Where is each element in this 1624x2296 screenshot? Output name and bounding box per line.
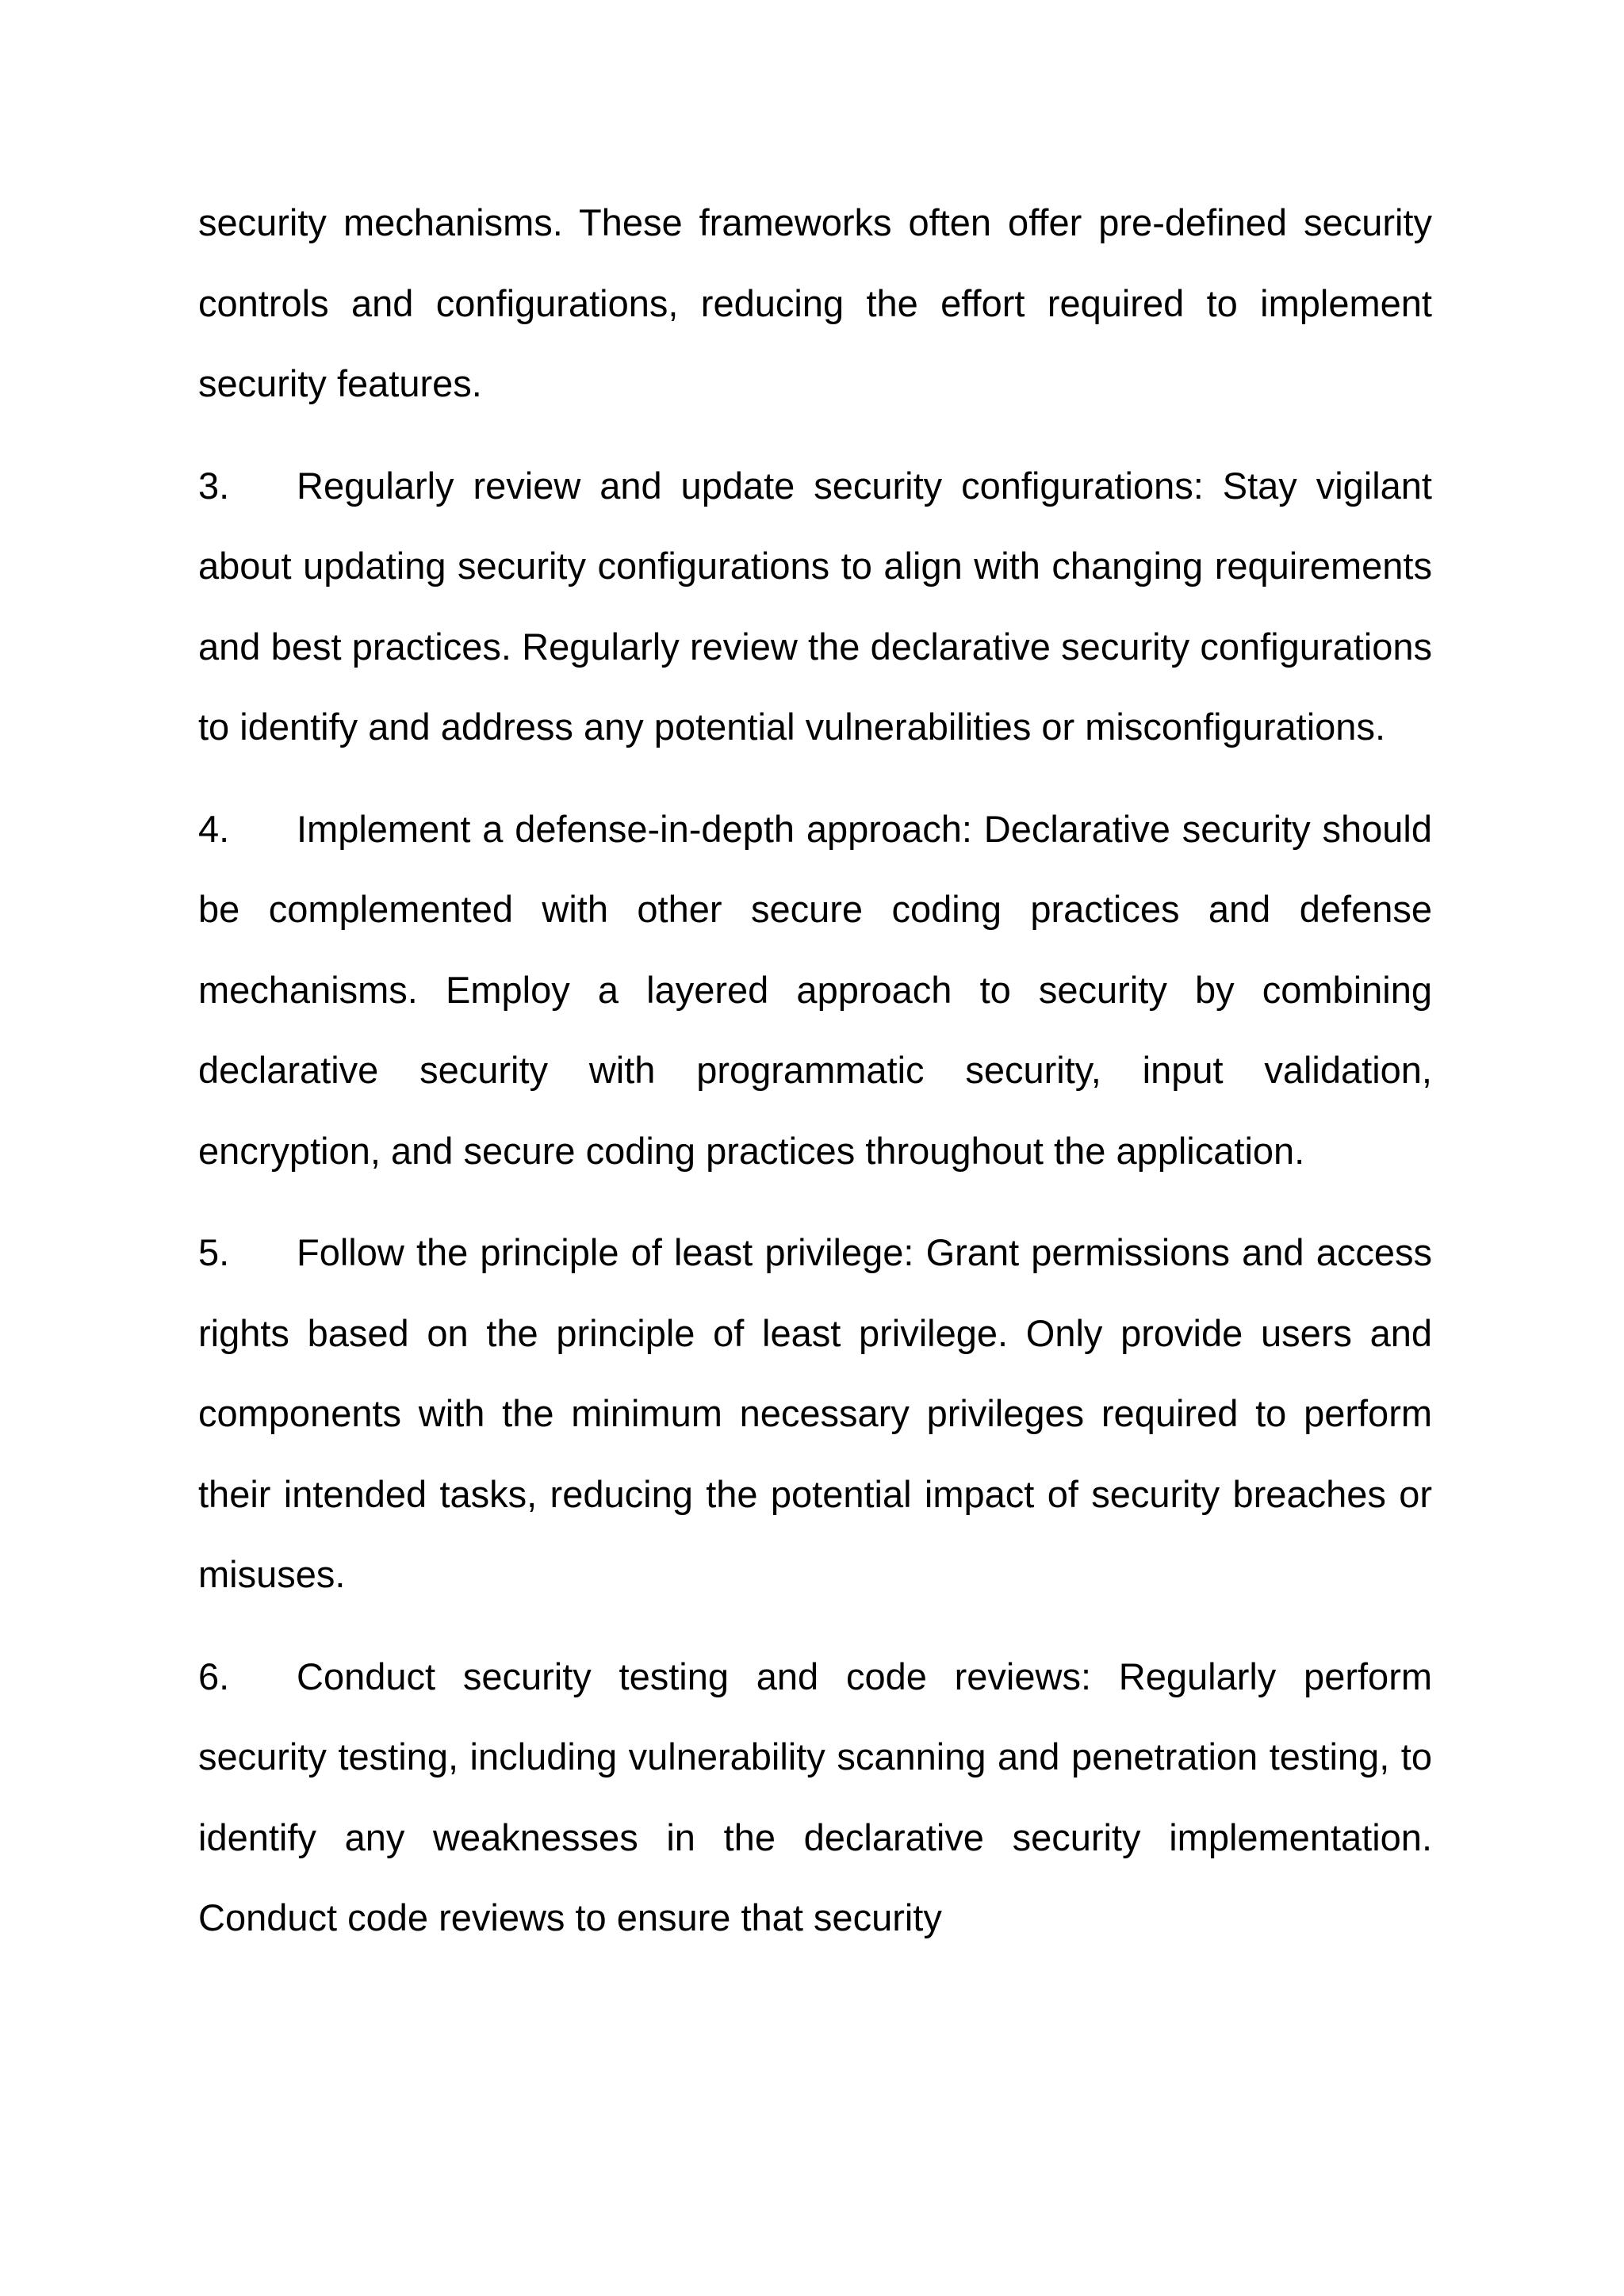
list-item-6: [198, 1636, 1432, 1958]
list-item-text: Conduct security testing and code reviews: Regularly perform security testing, including vulnerability scanning and penetration testing, to identify any weaknesses in the declarative security implementation. Conduct code reviews to ensure that security: [198, 1655, 1432, 1938]
list-item-text: Regularly review and update security configurations: Stay vigilant about updating security configurations to align with changing requirements and best practices. Regularly review the declarative security configurations to identify and address any potential vulnerabilities or misconfigurations.: [198, 464, 1432, 748]
list-item-text: Implement a defense-in-depth approach: Declarative security should be complemented with other secure coding practices and defense mechanisms. Employ a layered approach to security by combining declarative security with programmatic security, input validation, encryption, and secure coding practices throughout the application.: [198, 807, 1432, 1172]
paragraph-text: security mechanisms. These frameworks often offer pre-defined security controls and configurations, reducing the effort required to implement security features.: [198, 201, 1432, 404]
list-number: 3.: [198, 464, 230, 507]
list-number: 4.: [198, 807, 230, 850]
list-item-text: Follow the principle of least privilege: Grant permissions and access rights based on the principle of least privilege. Only provide users and components with the minimum necessary privileges required to perform their intended tasks, reducing the potential impact of security breaches or misuses.: [198, 1231, 1432, 1595]
list-number: 6.: [198, 1655, 230, 1697]
list-item-4: [198, 789, 1432, 1192]
paragraph-continuation: [198, 182, 1432, 424]
list-item-5: [198, 1212, 1432, 1615]
list-item-3: [198, 446, 1432, 767]
list-number: 5.: [198, 1231, 230, 1273]
document-body: [198, 182, 1432, 1980]
